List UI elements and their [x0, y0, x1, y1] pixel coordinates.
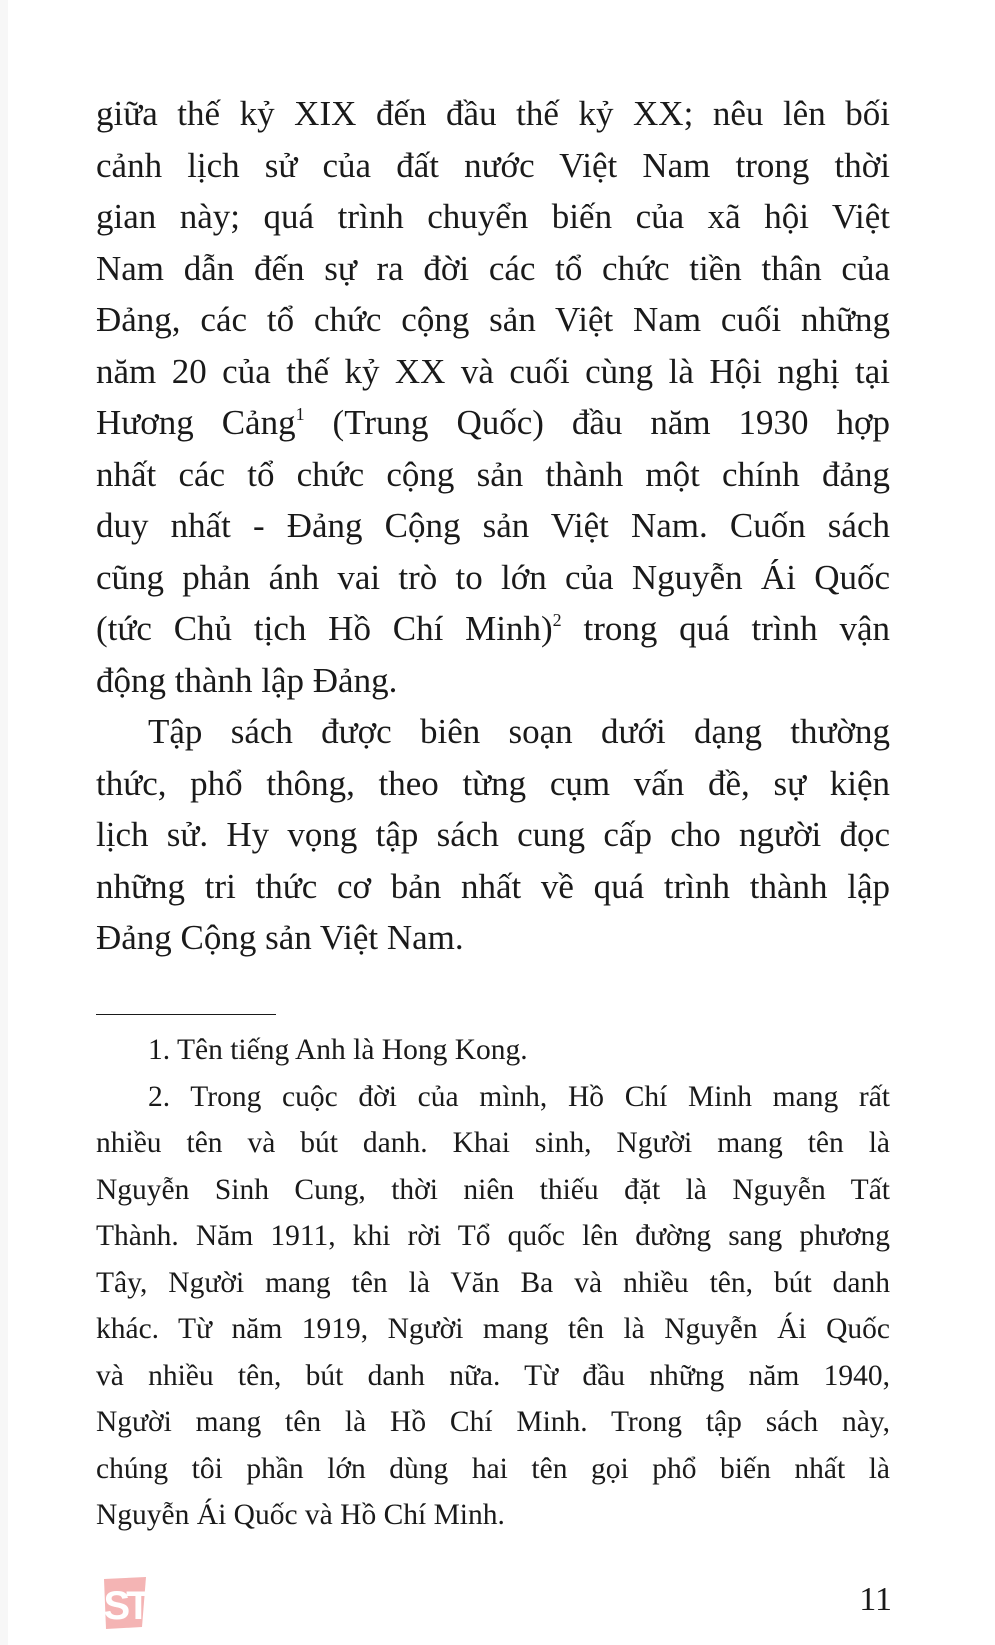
footnote-line: Tây, Người mang tên là Văn Ba và nhiều tên, bút danh	[96, 1266, 890, 1299]
footnote-line: Thành. Năm 1911, khi rời Tổ quốc lên đường sang phương	[96, 1220, 890, 1252]
footnote-marker-1: 1	[295, 404, 305, 424]
text-line: năm 20 của thế kỷ XX và cuối cùng là Hội nghị tại	[96, 351, 890, 391]
text-fragment: (tức Chủ tịch Hồ Chí Minh)	[96, 609, 553, 648]
text-fragment: trong quá trình vận	[583, 609, 890, 648]
footnote-line: Nguyễn Ái Quốc và Hồ Chí Minh.	[96, 1499, 505, 1531]
page-edge-shadow	[0, 0, 8, 1645]
footnote-marker-2: 2	[552, 610, 562, 630]
body-text	[96, 88, 890, 964]
svg-text:ST: ST	[103, 1584, 147, 1628]
text-line: cảnh lịch sử của đất nước Việt Nam trong thời	[96, 145, 890, 185]
text-line: thức, phổ thông, theo từng cụm vấn đề, sự kiện	[96, 763, 890, 803]
footnote-line: khác. Từ năm 1919, Người mang tên là Nguyễn Ái Quốc	[96, 1313, 890, 1345]
text-line	[96, 397, 890, 449]
text-line: Đảng, các tổ chức cộng sản Việt Nam cuối những	[96, 300, 890, 339]
footnote-line: 1. Tên tiếng Anh là Hong Kong.	[148, 1034, 528, 1066]
text-line: những tri thức cơ bản nhất về quá trình thành lập	[96, 866, 890, 906]
text-fragment: Hương Cảng	[96, 403, 296, 442]
text-fragment: (Trung Quốc) đầu năm 1930 hợp	[332, 403, 891, 442]
footnote-line: Nguyễn Sinh Cung, thời niên thiếu đặt là Nguyễn Tất	[96, 1173, 890, 1206]
footnote-line: 2. Trong cuộc đời của mình, Hồ Chí Minh mang rất	[148, 1080, 890, 1113]
footnote-line: Người mang tên là Hồ Chí Minh. Trong tập sách này,	[96, 1406, 890, 1438]
text-line: lịch sử. Hy vọng tập sách cung cấp cho người đọc	[96, 815, 890, 854]
page-number: 11	[859, 1581, 892, 1618]
text-line: nhất các tổ chức cộng sản thành một chính đảng	[96, 454, 890, 494]
text-line: Đảng Cộng sản Việt Nam.	[96, 918, 464, 957]
text-line: duy nhất - Đảng Cộng sản Việt Nam. Cuốn sách	[96, 506, 890, 545]
publisher-logo-icon	[100, 1573, 150, 1631]
text-line: Nam dẫn đến sự ra đời các tổ chức tiền thân của	[96, 248, 890, 288]
text-line: giữa thế kỷ XIX đến đầu thế kỷ XX; nêu lên bối	[96, 94, 890, 133]
text-line: cũng phản ánh vai trò to lớn của Nguyễn Ái Quốc	[96, 557, 890, 597]
text-line	[96, 603, 890, 655]
footnote-line: chúng tôi phần lớn dùng hai tên gọi phổ biến nhất là	[96, 1452, 890, 1485]
footnote-line: và nhiều tên, bút danh nữa. Từ đầu những năm 1940,	[96, 1359, 890, 1392]
text-line: động thành lập Đảng.	[96, 660, 398, 700]
footnotes	[96, 1027, 890, 1539]
text-line: gian này; quá trình chuyển biến của xã hội Việt	[96, 197, 890, 236]
text-line: Tập sách được biên soạn dưới dạng thường	[148, 712, 890, 751]
footnote-line: nhiều tên và bút danh. Khai sinh, Người mang tên là	[96, 1127, 890, 1159]
footnote-separator	[96, 1014, 276, 1015]
